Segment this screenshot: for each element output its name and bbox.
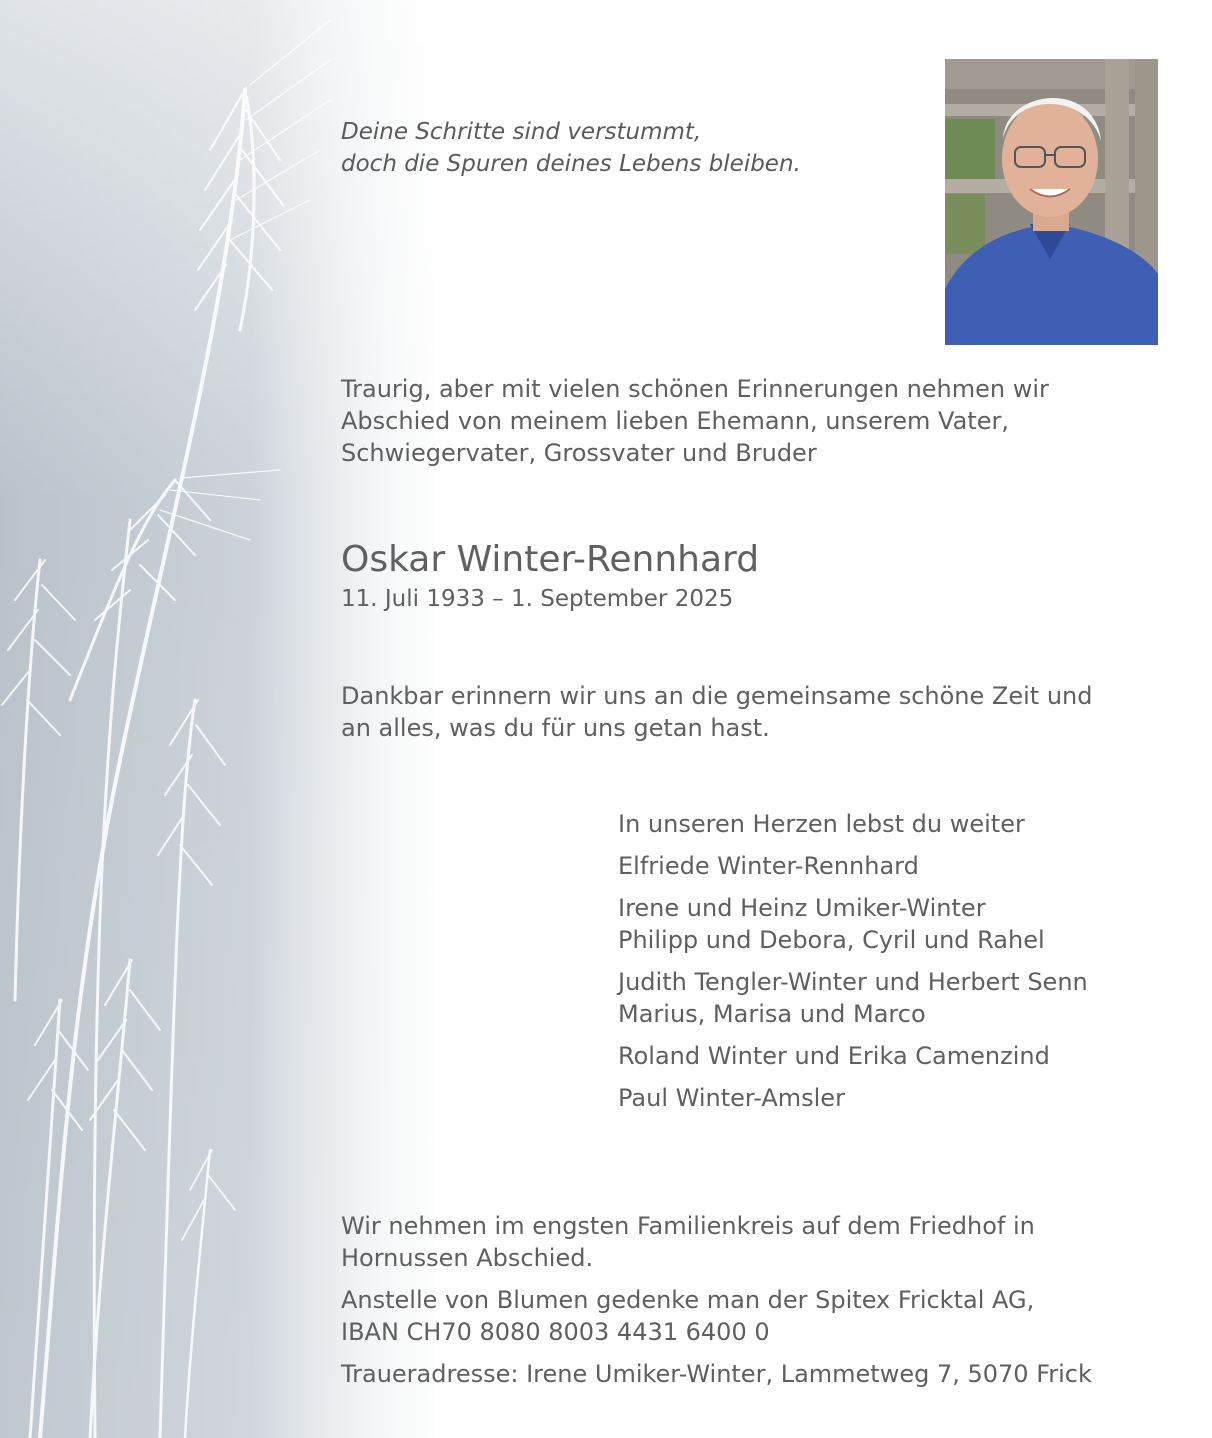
funeral-note-line-1: Wir nehmen im engsten Familienkreis auf dem Friedhof in: [341, 1212, 1035, 1240]
donation-iban: IBAN CH70 8080 8003 4431 6400 0: [341, 1318, 770, 1346]
closing-notes: [341, 1210, 1092, 1400]
mourner-group-3: [618, 1040, 1088, 1072]
intro-line-1: Traurig, aber mit vielen schönen Erinnerungen nehmen wir: [341, 375, 1049, 403]
motto-line-1: Deine Schritte sind verstummt,: [341, 119, 702, 145]
mourner-group-3-line: Roland Winter und Erika Camenzind: [618, 1042, 1050, 1070]
motto-quote: [341, 116, 801, 180]
mourner-group-1-line-1: Irene und Heinz Umiker-Winter: [618, 894, 986, 922]
mourners-heading: In unseren Herzen lebst du weiter: [618, 810, 1025, 838]
life-dates: 11. Juli 1933 – 1. September 2025: [341, 586, 734, 612]
intro-line-3: Schwiegervater, Grossvater und Bruder: [341, 439, 817, 467]
mourner-group-2-line-2: Marius, Marisa und Marco: [618, 1000, 926, 1028]
donation-note-line-1: Anstelle von Blumen gedenke man der Spitex Fricktal AG,: [341, 1286, 1035, 1314]
mourner-wife-name: Elfriede Winter-Rennhard: [618, 852, 919, 880]
thanks-line-2: an alles, was du für uns getan hast.: [341, 714, 770, 742]
mourner-group-4-line: Paul Winter-Amsler: [618, 1084, 845, 1112]
funeral-note: [341, 1210, 1092, 1274]
motto-line-2: doch die Spuren deines Lebens bleiben.: [341, 151, 801, 177]
intro-line-2: Abschied von meinem lieben Ehemann, unserem Vater,: [341, 407, 1009, 435]
mourner-group-1-line-2: Philipp und Debora, Cyril und Rahel: [618, 926, 1045, 954]
mourners-list: [618, 808, 1088, 1124]
portrait-photo: [945, 59, 1158, 345]
mourner-group-1: [618, 892, 1088, 956]
funeral-note-line-2: Hornussen Abschied.: [341, 1244, 594, 1272]
intro-text: [341, 373, 1049, 469]
mourner-group-2-line-1: Judith Tengler-Winter und Herbert Senn: [618, 968, 1088, 996]
thanks-line-1: Dankbar erinnern wir uns an die gemeinsame schöne Zeit und: [341, 682, 1093, 710]
mourner-group-4: [618, 1082, 1088, 1114]
mourning-address: [341, 1358, 1092, 1390]
thanks-text: [341, 680, 1092, 744]
mourners-heading-group: [618, 808, 1088, 840]
mourner-wife: [618, 850, 1088, 882]
donation-note: [341, 1284, 1092, 1348]
mourner-group-2: [618, 966, 1088, 1030]
mourning-address-line: Traueradresse: Irene Umiker-Winter, Lammetweg 7, 5070 Frick: [341, 1360, 1092, 1388]
deceased-name: Oskar Winter-Rennhard: [341, 539, 760, 580]
